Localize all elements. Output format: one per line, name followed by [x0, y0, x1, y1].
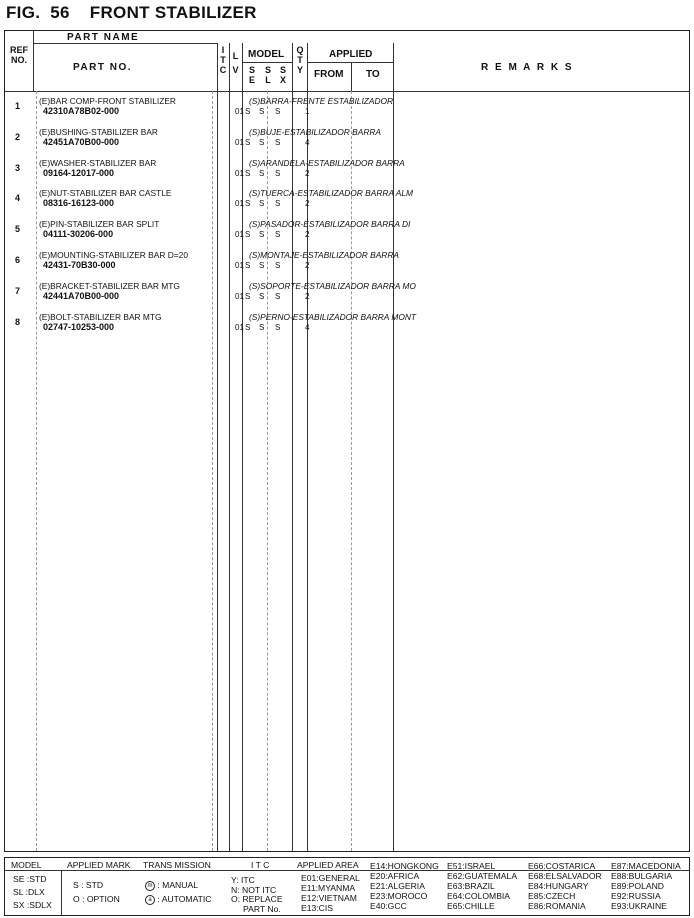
body-name-dotted-line: [36, 91, 37, 851]
parts-table: [4, 30, 690, 852]
part-model-sl: S: [259, 107, 265, 116]
area-e85: E85:CZECH: [528, 891, 576, 901]
body-model-dotted-line: [267, 91, 268, 851]
part-model-se: S: [245, 291, 251, 301]
area-e84: E84:HUNGARY: [528, 881, 589, 891]
header-lv-2: V: [232, 65, 239, 75]
part-ref-no: 8: [15, 316, 21, 327]
header-qty-1: Q: [296, 45, 304, 55]
body-from-to-dotted-line: [351, 91, 352, 851]
part-lv: 01: [235, 199, 244, 209]
header-model: MODEL: [248, 49, 285, 60]
part-model-se: S: [245, 199, 251, 209]
legend-itc-list: [231, 876, 283, 914]
part-ref-no: 6: [15, 255, 21, 265]
header-model-sl-1: S: [264, 65, 271, 75]
part-model-sx: S: [275, 199, 281, 209]
part-ref-no: 2: [15, 131, 21, 142]
area-e62: E62:GUATEMALA: [447, 871, 518, 881]
part-model-sl: S: [259, 199, 265, 209]
part-name: (E)PIN-STABILIZER BAR SPLIT: [39, 219, 160, 230]
figure-number: 56: [50, 3, 70, 22]
area-e14: E14:HONGKONG: [370, 861, 439, 871]
header-itc: [217, 45, 229, 75]
part-number: 09164-12017-000: [43, 167, 115, 178]
col-from-to-divider: [351, 62, 352, 91]
part-model-sl: S: [259, 168, 265, 178]
header-model-se-1: S: [248, 65, 255, 75]
part-remark: (S)BARRA-FRENTE ESTABILIZADOR: [249, 96, 394, 106]
header-from: FROM: [314, 69, 344, 80]
part-name: (E)MOUNTING-STABILIZER BAR D=20: [39, 250, 188, 260]
area-e93: E93:UKRAINE: [611, 901, 667, 911]
part-model-se: S: [245, 168, 251, 178]
header-itc-3: C: [219, 65, 227, 75]
area-e65: E65:CHILLE: [447, 901, 495, 911]
part-remark: (S)ARANDELA-ESTABILIZADOR BARRA: [249, 157, 405, 168]
legend-itc-y: Y: ITC: [231, 875, 255, 885]
header-model-sl-2: L: [265, 75, 271, 85]
body-name-end-dotted-line: [212, 91, 213, 851]
legend-area-col3: [447, 861, 517, 911]
header-ref-line-2: NO.: [10, 55, 27, 65]
area-e23: E23:MOROCO: [370, 891, 428, 901]
part-qty: 2: [305, 168, 310, 178]
part-remark: (S)TUERCA-ESTABILIZADOR BARRA ALM: [249, 188, 413, 199]
header-remarks: R E M A R K S: [481, 62, 574, 73]
legend-area-col2: [370, 861, 439, 911]
header-applied: APPLIED: [329, 49, 373, 60]
part-number: 42431-70B30-000: [43, 260, 116, 270]
legend-itc-part-no: PART No.: [243, 903, 281, 914]
area-e68: E68:ELSALVADOR: [528, 871, 602, 881]
legend-area-col4: [528, 861, 602, 911]
header-itc-2: T: [220, 55, 226, 65]
legend-trans-title: TRANS MISSION: [143, 860, 211, 870]
header-to: TO: [366, 69, 380, 80]
header-ref-line-1: REF: [10, 45, 28, 55]
header-itc-1: I: [221, 45, 225, 55]
part-qty: 2: [305, 291, 310, 301]
area-e64: E64:COLOMBIA: [447, 891, 511, 901]
part-model-se: S: [245, 137, 251, 147]
applied-rule: [307, 62, 393, 63]
header-ref-no: [7, 45, 31, 65]
part-lv: 01: [235, 230, 244, 240]
part-number: 42451A70B00-000: [43, 136, 120, 147]
area-e21: E21:ALGERIA: [370, 881, 425, 891]
legend-trans-manual-label: : MANUAL: [157, 880, 198, 890]
part-name: (E)NUT-STABILIZER BAR CASTLE: [39, 188, 172, 199]
part-remark: (S)PASADOR-ESTABILIZADOR BARRA DI: [249, 219, 411, 230]
automatic-mark-icon: a: [145, 895, 155, 905]
legend-area-col1: [301, 873, 360, 913]
part-qty: 1: [305, 107, 310, 116]
part-lv: 01: [235, 261, 244, 270]
header-model-sx: [276, 65, 290, 85]
part-ref-no: 3: [15, 162, 21, 173]
legend-model-se: SE :STD: [13, 874, 47, 884]
part-name: (E)WASHER-STABILIZER BAR: [39, 157, 157, 168]
area-e87: E87:MACEDONIA: [611, 861, 681, 871]
legend-trans-automatic: [145, 894, 212, 905]
header-part-name: PART NAME: [67, 32, 140, 43]
col-ref-divider: [33, 31, 34, 91]
part-qty: 2: [305, 261, 310, 270]
part-ref-no: 7: [15, 285, 21, 296]
figure-name: FRONT STABILIZER: [89, 3, 257, 22]
header-lv: [229, 51, 242, 75]
legend-applied-std: S : STD: [73, 880, 104, 890]
part-name: (E)BAR COMP-FRONT STABILIZER: [39, 96, 176, 106]
part-remark: (S)PERNO-ESTABILIZADOR BARRA MONT: [249, 311, 417, 322]
header-rule: [33, 43, 217, 44]
area-e51: E51:ISRAEL: [447, 861, 496, 871]
part-model-sx: S: [275, 137, 281, 147]
part-number: 42441A70B00-000: [43, 290, 120, 301]
part-model-sl: S: [259, 322, 265, 332]
area-e88: E88:BULGARIA: [611, 871, 673, 881]
part-model-sx: S: [275, 107, 281, 116]
part-qty: 2: [305, 230, 310, 240]
legend-itc-title: I T C: [251, 860, 270, 870]
header-model-se: [245, 65, 259, 85]
area-e11: E11:MYANMA: [301, 883, 356, 893]
part-number: 04111-30206-000: [43, 229, 114, 240]
part-remark: (S)BUJE-ESTABILIZADOR BARRA: [249, 126, 382, 137]
legend-model-sx: SX :SDLX: [13, 900, 52, 910]
body-qty-line: [292, 91, 293, 851]
model-rule: [242, 62, 292, 63]
header-qty: [293, 45, 307, 75]
part-lv: 01: [235, 107, 244, 116]
area-e12: E12:VIETNAM: [301, 893, 357, 903]
legend-applied-mark-title: APPLIED MARK: [67, 860, 131, 870]
part-lv: 01: [235, 322, 244, 332]
part-model-sl: S: [259, 291, 265, 301]
header-model-sx-1: S: [279, 65, 286, 75]
part-qty: 4: [305, 322, 310, 332]
area-e13: E13:CIS: [301, 903, 334, 913]
area-e01: E01:GENERAL: [301, 873, 360, 883]
area-e66: E66:COSTARICA: [528, 861, 596, 871]
part-model-sl: S: [259, 230, 265, 240]
legend-trans-manual: [145, 880, 198, 891]
part-number: 02747-10253-000: [43, 321, 115, 332]
part-model-sl: S: [259, 261, 265, 270]
part-remark: (S)SOPORTE-ESTABILIZADOR BARRA MO: [249, 280, 416, 291]
part-model-sx: S: [275, 261, 281, 270]
part-name: (E)BRACKET-STABILIZER BAR MTG: [39, 280, 180, 291]
part-model-sl: S: [259, 137, 265, 147]
header-qty-3: Y: [296, 65, 303, 75]
part-model-sx: S: [275, 322, 281, 332]
col-remarks-divider: [393, 43, 394, 91]
legend-itc-n: N: NOT ITC: [231, 884, 277, 895]
part-ref-no: 1: [15, 101, 21, 111]
legend: [4, 857, 690, 916]
part-model-sx: S: [275, 230, 281, 240]
legend-area-col5: [611, 861, 681, 911]
part-model-sx: S: [275, 168, 281, 178]
body-lv-line: [229, 91, 230, 851]
part-model-se: S: [245, 107, 251, 116]
part-qty: 4: [305, 137, 310, 147]
part-model-se: S: [245, 322, 251, 332]
figure-title: [6, 3, 257, 23]
col-model-divider: [242, 43, 243, 91]
legend-divider: [61, 870, 62, 916]
header-lv-1: L: [232, 51, 239, 61]
part-qty: 2: [305, 199, 310, 209]
part-lv: 01: [235, 291, 244, 301]
legend-trans-automatic-label: : AUTOMATIC: [157, 894, 212, 904]
part-number: 42310A78B02-000: [43, 106, 120, 116]
part-model-se: S: [245, 230, 251, 240]
col-applied-divider: [307, 43, 308, 91]
body-itc-line: [217, 91, 218, 851]
part-name: (E)BOLT-STABILIZER BAR MTG: [39, 311, 162, 322]
legend-applied-option: O : OPTION: [73, 894, 120, 904]
part-number: 08316-16123-000: [43, 198, 115, 209]
header-model-sx-2: X: [279, 75, 286, 85]
part-ref-no: 4: [15, 193, 21, 204]
part-model-se: S: [245, 261, 251, 270]
legend-area-title: APPLIED AREA: [297, 860, 359, 870]
part-lv: 01: [235, 137, 244, 147]
area-e20: E20:AFRICA: [370, 871, 420, 881]
legend-itc-o: O: REPLACE: [231, 894, 283, 904]
part-lv: 01: [235, 168, 244, 178]
legend-model-sl: SL :DLX: [13, 887, 45, 897]
header-part-no: PART NO.: [73, 62, 133, 73]
area-e92: E92:RUSSIA: [611, 891, 661, 901]
header-model-sl: [261, 65, 275, 85]
part-remark: (S)MONTAJE-ESTABILIZADOR BARRA: [249, 250, 399, 260]
header-bottom-rule: [5, 91, 689, 92]
header-qty-2: T: [297, 55, 303, 65]
figure-label: FIG.: [6, 3, 41, 22]
header-model-se-2: E: [248, 75, 255, 85]
part-model-sx: S: [275, 291, 281, 301]
part-name: (E)BUSHING-STABILIZER BAR: [39, 126, 158, 137]
body-remarks-line: [393, 91, 394, 851]
area-e63: E63:BRAZIL: [447, 881, 495, 891]
legend-model-title: MODEL: [11, 860, 42, 870]
area-e89: E89:POLAND: [611, 881, 665, 891]
area-e40: E40:GCC: [370, 901, 407, 911]
manual-mark-icon: m: [145, 881, 155, 891]
area-e86: E86:ROMANIA: [528, 901, 586, 911]
part-ref-no: 5: [15, 224, 21, 235]
